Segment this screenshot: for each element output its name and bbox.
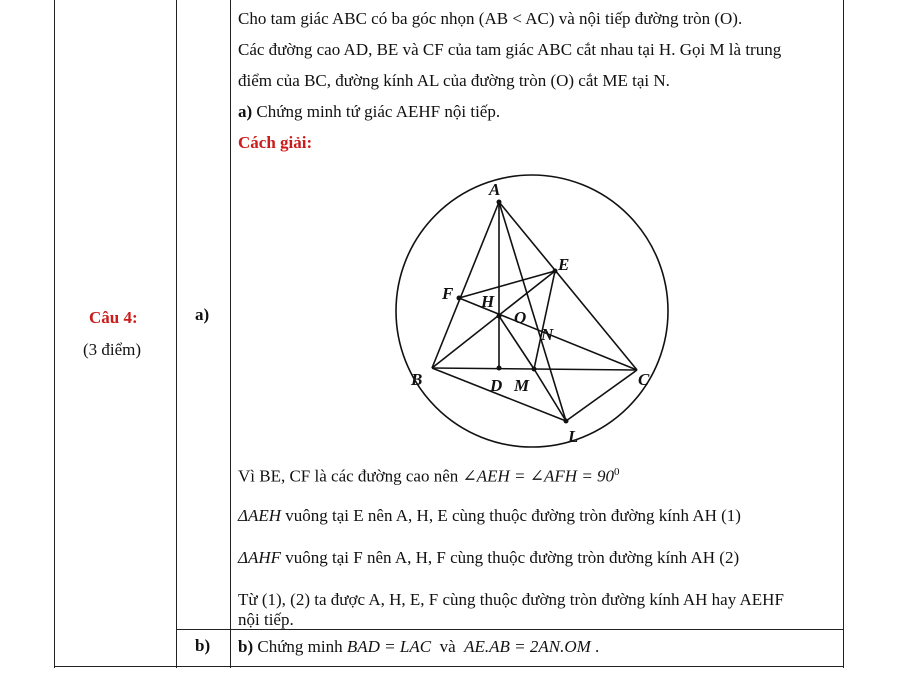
solution-line-2 bbox=[238, 506, 741, 526]
solution-line-2-math: ΔAEH bbox=[238, 506, 282, 525]
label-a: A bbox=[489, 180, 501, 199]
solution-line-4: Từ (1), (2) ta được A, H, E, F cùng thuộc đường tròn đường kính AH hay AEHF bbox=[238, 590, 784, 609]
solution-line-3-text: vuông tại F nên A, H, F cùng thuộc đường tròn đường kính AH (2) bbox=[281, 548, 740, 567]
label-n: N bbox=[541, 325, 554, 344]
question-label: Câu 4: bbox=[89, 308, 138, 327]
problem-line-1: Cho tam giác ABC có ba góc nhọn (AB < AC) và nội tiếp đường tròn (O). bbox=[238, 9, 743, 28]
label-l: L bbox=[568, 427, 579, 446]
point-e bbox=[553, 269, 558, 274]
part-b-math-2: AE.AB = 2AN.OM bbox=[464, 637, 591, 656]
point-f bbox=[457, 296, 462, 301]
solution-line-3-math: ΔAHF bbox=[238, 548, 282, 567]
part-b-statement bbox=[238, 637, 599, 657]
label-b: B bbox=[411, 370, 423, 389]
label-o: O bbox=[514, 308, 527, 327]
part-b-and: và bbox=[431, 637, 465, 656]
part-b-prefix: b) bbox=[238, 637, 254, 656]
label-c: C bbox=[638, 370, 650, 389]
solution-line-2-text: vuông tại E nên A, H, E cùng thuộc đường tròn đường kính AH (1) bbox=[281, 506, 741, 525]
part-b-math-1: BAD = LAC bbox=[346, 637, 432, 656]
solution-line-1 bbox=[238, 462, 620, 487]
point-a bbox=[497, 200, 502, 205]
part-a-label: a) bbox=[195, 305, 210, 324]
problem-line-3: điểm của BC, đường kính AL của đường tròn (O) cắt ME tại N. bbox=[238, 71, 670, 90]
solution-line-1-text: Vì BE, CF là các đường cao nên bbox=[238, 466, 463, 486]
segment-ac bbox=[499, 202, 637, 370]
label-e: E bbox=[558, 255, 570, 274]
label-f: F bbox=[442, 284, 454, 303]
solution-line-5: nội tiếp. bbox=[238, 610, 294, 629]
part-b-text: Chứng minh bbox=[253, 637, 347, 656]
point-m bbox=[532, 367, 537, 372]
label-h: H bbox=[481, 292, 495, 311]
part-a-prefix: a) bbox=[238, 102, 253, 121]
point-d bbox=[497, 366, 502, 371]
part-a-text: Chứng minh tứ giác AEHF nội tiếp. bbox=[252, 102, 501, 121]
question-points: (3 điểm) bbox=[83, 340, 142, 359]
segment-fe bbox=[459, 271, 555, 298]
point-h bbox=[497, 314, 502, 319]
segment-cl bbox=[566, 370, 637, 421]
solution-heading: Cách giải: bbox=[238, 133, 313, 152]
segment-ml bbox=[534, 369, 566, 421]
solution-line-3 bbox=[238, 548, 739, 568]
label-m: M bbox=[514, 376, 530, 395]
solution-line-1-sup: 0 bbox=[614, 466, 620, 478]
point-l bbox=[564, 419, 569, 424]
part-b-label: b) bbox=[195, 636, 211, 655]
label-d: D bbox=[490, 376, 503, 395]
diameter-al bbox=[499, 202, 566, 421]
problem-line-2: Các đường cao AD, BE và CF của tam giác ABC cắt nhau tại H. Gọi M là trung bbox=[238, 40, 782, 59]
solution-line-1-math: ∠AEH = ∠AFH = 90 bbox=[462, 466, 615, 486]
part-b-end: . bbox=[590, 637, 600, 656]
